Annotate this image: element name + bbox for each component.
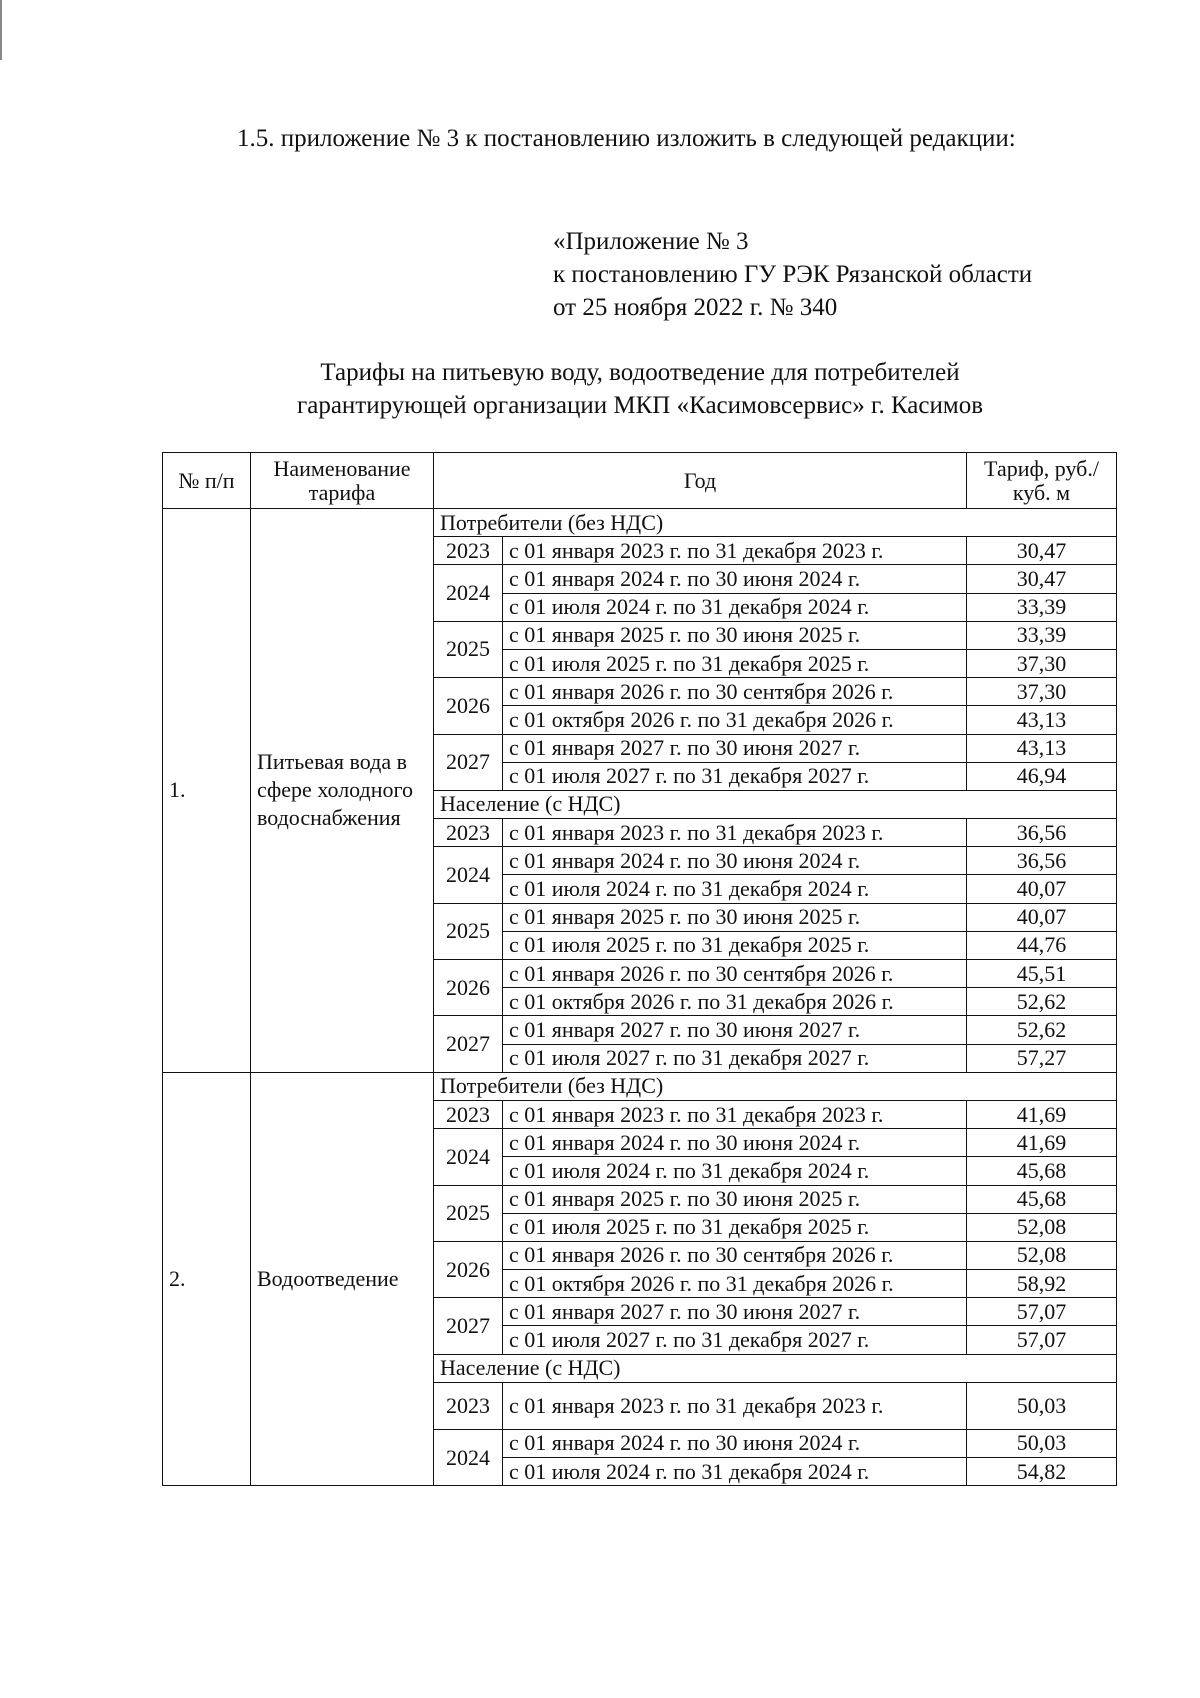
intro-paragraph: 1.5. приложение № 3 к постановлению изложить в следующей редакции: bbox=[237, 125, 1016, 152]
period-cell: с 01 июля 2025 г. по 31 декабря 2025 г. bbox=[503, 931, 967, 959]
year-cell: 2024 bbox=[434, 847, 503, 903]
tariff-cell: 45,51 bbox=[967, 960, 1117, 988]
year-cell: 2025 bbox=[434, 903, 503, 959]
appendix-line-3: от 25 ноября 2022 г. № 340 bbox=[553, 294, 838, 321]
tariff-cell: 30,47 bbox=[967, 537, 1117, 565]
tariff-cell: 50,03 bbox=[967, 1429, 1117, 1457]
tariff-cell: 41,69 bbox=[967, 1129, 1117, 1157]
period-cell: с 01 июля 2025 г. по 31 декабря 2025 г. bbox=[503, 649, 967, 677]
tariff-cell: 57,07 bbox=[967, 1326, 1117, 1354]
appendix-line-2: к постановлению ГУ РЭК Рязанской области bbox=[553, 261, 1033, 288]
header-year: Год bbox=[434, 453, 967, 509]
group-label: Население (с НДС) bbox=[434, 790, 1117, 818]
title-line-1: Тарифы на питьевую воду, водоотведение для потребителей bbox=[320, 359, 960, 386]
tariff-cell: 45,68 bbox=[967, 1185, 1117, 1213]
tariff-cell: 52,62 bbox=[967, 988, 1117, 1016]
year-cell: 2026 bbox=[434, 678, 503, 734]
period-cell: с 01 июля 2027 г. по 31 декабря 2027 г. bbox=[503, 1326, 967, 1354]
tariff-cell: 52,08 bbox=[967, 1213, 1117, 1241]
header-name: Наименование тарифа bbox=[251, 453, 434, 509]
year-cell: 2023 bbox=[434, 537, 503, 565]
year-cell: 2027 bbox=[434, 734, 503, 790]
period-cell: с 01 января 2026 г. по 30 сентября 2026 г. bbox=[503, 678, 967, 706]
appendix-heading bbox=[553, 225, 1153, 324]
tariff-cell: 37,30 bbox=[967, 649, 1117, 677]
tariff-cell: 58,92 bbox=[967, 1270, 1117, 1298]
appendix-line-1: «Приложение № 3 bbox=[553, 228, 749, 255]
tariff-cell: 40,07 bbox=[967, 903, 1117, 931]
section-number: 2. bbox=[163, 1072, 251, 1485]
tariff-cell: 52,08 bbox=[967, 1241, 1117, 1269]
document-title bbox=[160, 356, 1120, 422]
period-cell: с 01 января 2026 г. по 30 сентября 2026 г. bbox=[503, 960, 967, 988]
title-line-2: гарантирующей организации МКП «Касимовсервис» г. Касимов bbox=[296, 392, 984, 419]
period-cell: с 01 января 2024 г. по 30 июня 2024 г. bbox=[503, 1429, 967, 1457]
group-label: Потребители (без НДС) bbox=[434, 1072, 1117, 1100]
year-cell: 2025 bbox=[434, 1185, 503, 1241]
period-cell: с 01 января 2023 г. по 31 декабря 2023 г. bbox=[503, 819, 967, 847]
tariff-cell: 44,76 bbox=[967, 931, 1117, 959]
period-cell: с 01 января 2027 г. по 30 июня 2027 г. bbox=[503, 1016, 967, 1044]
scan-edge-mark bbox=[0, 0, 2, 60]
year-cell: 2023 bbox=[434, 1100, 503, 1128]
period-cell: с 01 января 2023 г. по 31 декабря 2023 г. bbox=[503, 537, 967, 565]
period-cell: с 01 января 2025 г. по 30 июня 2025 г. bbox=[503, 903, 967, 931]
period-cell: с 01 января 2025 г. по 30 июня 2025 г. bbox=[503, 621, 967, 649]
tariff-cell: 33,39 bbox=[967, 621, 1117, 649]
tariff-cell: 40,07 bbox=[967, 875, 1117, 903]
section-name: Питьевая вода в сфере холодного водоснабжения bbox=[251, 509, 434, 1073]
year-cell: 2024 bbox=[434, 1429, 503, 1485]
period-cell: с 01 июля 2027 г. по 31 декабря 2027 г. bbox=[503, 1044, 967, 1072]
period-cell: с 01 октября 2026 г. по 31 декабря 2026 г. bbox=[503, 706, 967, 734]
tariff-table bbox=[162, 452, 1117, 1486]
tariff-cell: 33,39 bbox=[967, 593, 1117, 621]
period-cell: с 01 июля 2024 г. по 31 декабря 2024 г. bbox=[503, 1157, 967, 1185]
tariff-cell: 36,56 bbox=[967, 847, 1117, 875]
year-cell: 2024 bbox=[434, 1129, 503, 1185]
period-cell: с 01 июля 2025 г. по 31 декабря 2025 г. bbox=[503, 1213, 967, 1241]
year-cell: 2026 bbox=[434, 960, 503, 1016]
year-cell: 2027 bbox=[434, 1298, 503, 1354]
period-cell: с 01 июля 2024 г. по 31 декабря 2024 г. bbox=[503, 593, 967, 621]
section-number: 1. bbox=[163, 509, 251, 1073]
tariff-cell: 45,68 bbox=[967, 1157, 1117, 1185]
header-num: № п/п bbox=[163, 453, 251, 509]
period-cell: с 01 октября 2026 г. по 31 декабря 2026 г. bbox=[503, 988, 967, 1016]
period-cell: с 01 июля 2027 г. по 31 декабря 2027 г. bbox=[503, 762, 967, 790]
tariff-cell: 36,56 bbox=[967, 819, 1117, 847]
period-cell: с 01 октября 2026 г. по 31 декабря 2026 г. bbox=[503, 1270, 967, 1298]
period-cell: с 01 января 2024 г. по 30 июня 2024 г. bbox=[503, 847, 967, 875]
tariff-cell: 57,07 bbox=[967, 1298, 1117, 1326]
tariff-cell: 50,03 bbox=[967, 1382, 1117, 1429]
period-cell: с 01 января 2023 г. по 31 декабря 2023 г. bbox=[503, 1382, 967, 1429]
year-cell: 2025 bbox=[434, 621, 503, 677]
period-cell: с 01 января 2025 г. по 30 июня 2025 г. bbox=[503, 1185, 967, 1213]
period-cell: с 01 января 2027 г. по 30 июня 2027 г. bbox=[503, 734, 967, 762]
period-cell: с 01 января 2024 г. по 30 июня 2024 г. bbox=[503, 565, 967, 593]
period-cell: с 01 января 2023 г. по 31 декабря 2023 г. bbox=[503, 1100, 967, 1128]
tariff-cell: 52,62 bbox=[967, 1016, 1117, 1044]
year-cell: 2024 bbox=[434, 565, 503, 621]
tariff-cell: 43,13 bbox=[967, 706, 1117, 734]
tariff-cell: 41,69 bbox=[967, 1100, 1117, 1128]
period-cell: с 01 января 2024 г. по 30 июня 2024 г. bbox=[503, 1129, 967, 1157]
year-cell: 2023 bbox=[434, 819, 503, 847]
header-tariff: Тариф, руб./куб. м bbox=[967, 453, 1117, 509]
table-body bbox=[163, 509, 1117, 1486]
group-row bbox=[163, 509, 1117, 537]
period-cell: с 01 июля 2024 г. по 31 декабря 2024 г. bbox=[503, 875, 967, 903]
tariff-cell: 57,27 bbox=[967, 1044, 1117, 1072]
tariff-cell: 54,82 bbox=[967, 1458, 1117, 1486]
year-cell: 2026 bbox=[434, 1241, 503, 1297]
tariff-cell: 37,30 bbox=[967, 678, 1117, 706]
tariff-cell: 43,13 bbox=[967, 734, 1117, 762]
period-cell: с 01 января 2027 г. по 30 июня 2027 г. bbox=[503, 1298, 967, 1326]
group-row bbox=[163, 1072, 1117, 1100]
tariff-cell: 46,94 bbox=[967, 762, 1117, 790]
period-cell: с 01 июля 2024 г. по 31 декабря 2024 г. bbox=[503, 1458, 967, 1486]
year-cell: 2023 bbox=[434, 1382, 503, 1429]
section-name: Водоотведение bbox=[251, 1072, 434, 1485]
tariff-cell: 30,47 bbox=[967, 565, 1117, 593]
year-cell: 2027 bbox=[434, 1016, 503, 1072]
group-label: Население (с НДС) bbox=[434, 1354, 1117, 1382]
period-cell: с 01 января 2026 г. по 30 сентября 2026 г. bbox=[503, 1241, 967, 1269]
group-label: Потребители (без НДС) bbox=[434, 509, 1117, 537]
